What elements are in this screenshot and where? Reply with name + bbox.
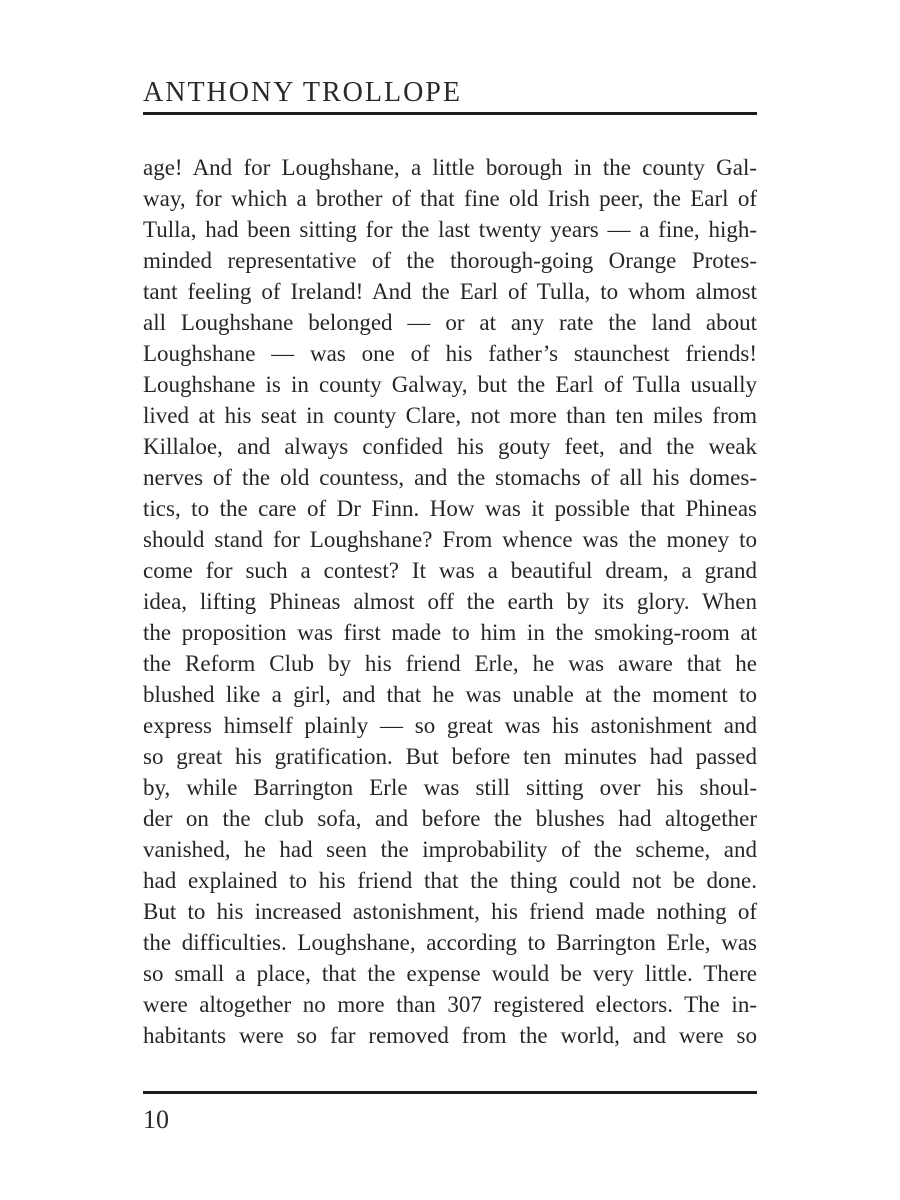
- text-line: blushed like a girl, and that he was unable at the moment to: [143, 682, 757, 707]
- text-line: idea, lifting Phineas almost off the earth by its glory. When: [143, 589, 757, 614]
- text-line: by, while Barrington Erle was still sitting over his shoul-: [143, 775, 757, 800]
- text-line: nerves of the old countess, and the stomachs of all his domes-: [143, 465, 757, 490]
- body-text: [143, 152, 757, 1051]
- text-line: way, for which a brother of that fine old Irish peer, the Earl of: [143, 186, 757, 211]
- text-line: lived at his seat in county Clare, not more than ten miles from: [143, 403, 757, 428]
- running-title: ANTHONY TROLLOPE: [143, 77, 462, 108]
- text-line: But to his increased astonishment, his friend made nothing of: [143, 899, 757, 924]
- footer-rule: [143, 1091, 757, 1094]
- text-line: Loughshane is in county Galway, but the Earl of Tulla usually: [143, 372, 757, 397]
- text-line: age! And for Loughshane, a little borough in the county Gal-: [143, 155, 757, 180]
- text-line: tant feeling of Ireland! And the Earl of Tulla, to whom almost: [143, 279, 757, 304]
- text-line: so small a place, that the expense would be very little. There: [143, 961, 757, 986]
- text-line: the Reform Club by his friend Erle, he was aware that he: [143, 651, 757, 676]
- text-line: the difficulties. Loughshane, according to Barrington Erle, was: [143, 930, 757, 955]
- text-line: should stand for Loughshane? From whence was the money to: [143, 527, 757, 552]
- text-line: had explained to his friend that the thing could not be done.: [143, 868, 757, 893]
- text-line: express himself plainly — so great was his astonishment and: [143, 713, 757, 738]
- text-line: Loughshane — was one of his father’s staunchest friends!: [143, 341, 757, 366]
- text-line: Tulla, had been sitting for the last twenty years — a fine, high-: [143, 217, 757, 242]
- text-line: Killaloe, and always confided his gouty feet, and the weak: [143, 434, 757, 459]
- text-line: vanished, he had seen the improbability of the scheme, and: [143, 837, 757, 862]
- running-header: [143, 76, 757, 114]
- text-line: so great his gratification. But before ten minutes had passed: [143, 744, 757, 769]
- text-line: the proposition was first made to him in the smoking-room at: [143, 620, 757, 645]
- text-line: der on the club sofa, and before the blushes had altogether: [143, 806, 757, 831]
- text-line: all Loughshane belonged — or at any rate the land about: [143, 310, 757, 335]
- text-line: were altogether no more than 307 registered electors. The in-: [143, 992, 757, 1017]
- text-line: tics, to the care of Dr Finn. How was it possible that Phineas: [143, 496, 757, 521]
- header-rule: [143, 112, 757, 115]
- page-number: 10: [143, 1105, 169, 1134]
- text-line: minded representative of the thorough-going Orange Protes-: [143, 248, 757, 273]
- text-line: habitants were so far removed from the world, and were so: [143, 1023, 757, 1048]
- text-line: come for such a contest? It was a beautiful dream, a grand: [143, 558, 757, 583]
